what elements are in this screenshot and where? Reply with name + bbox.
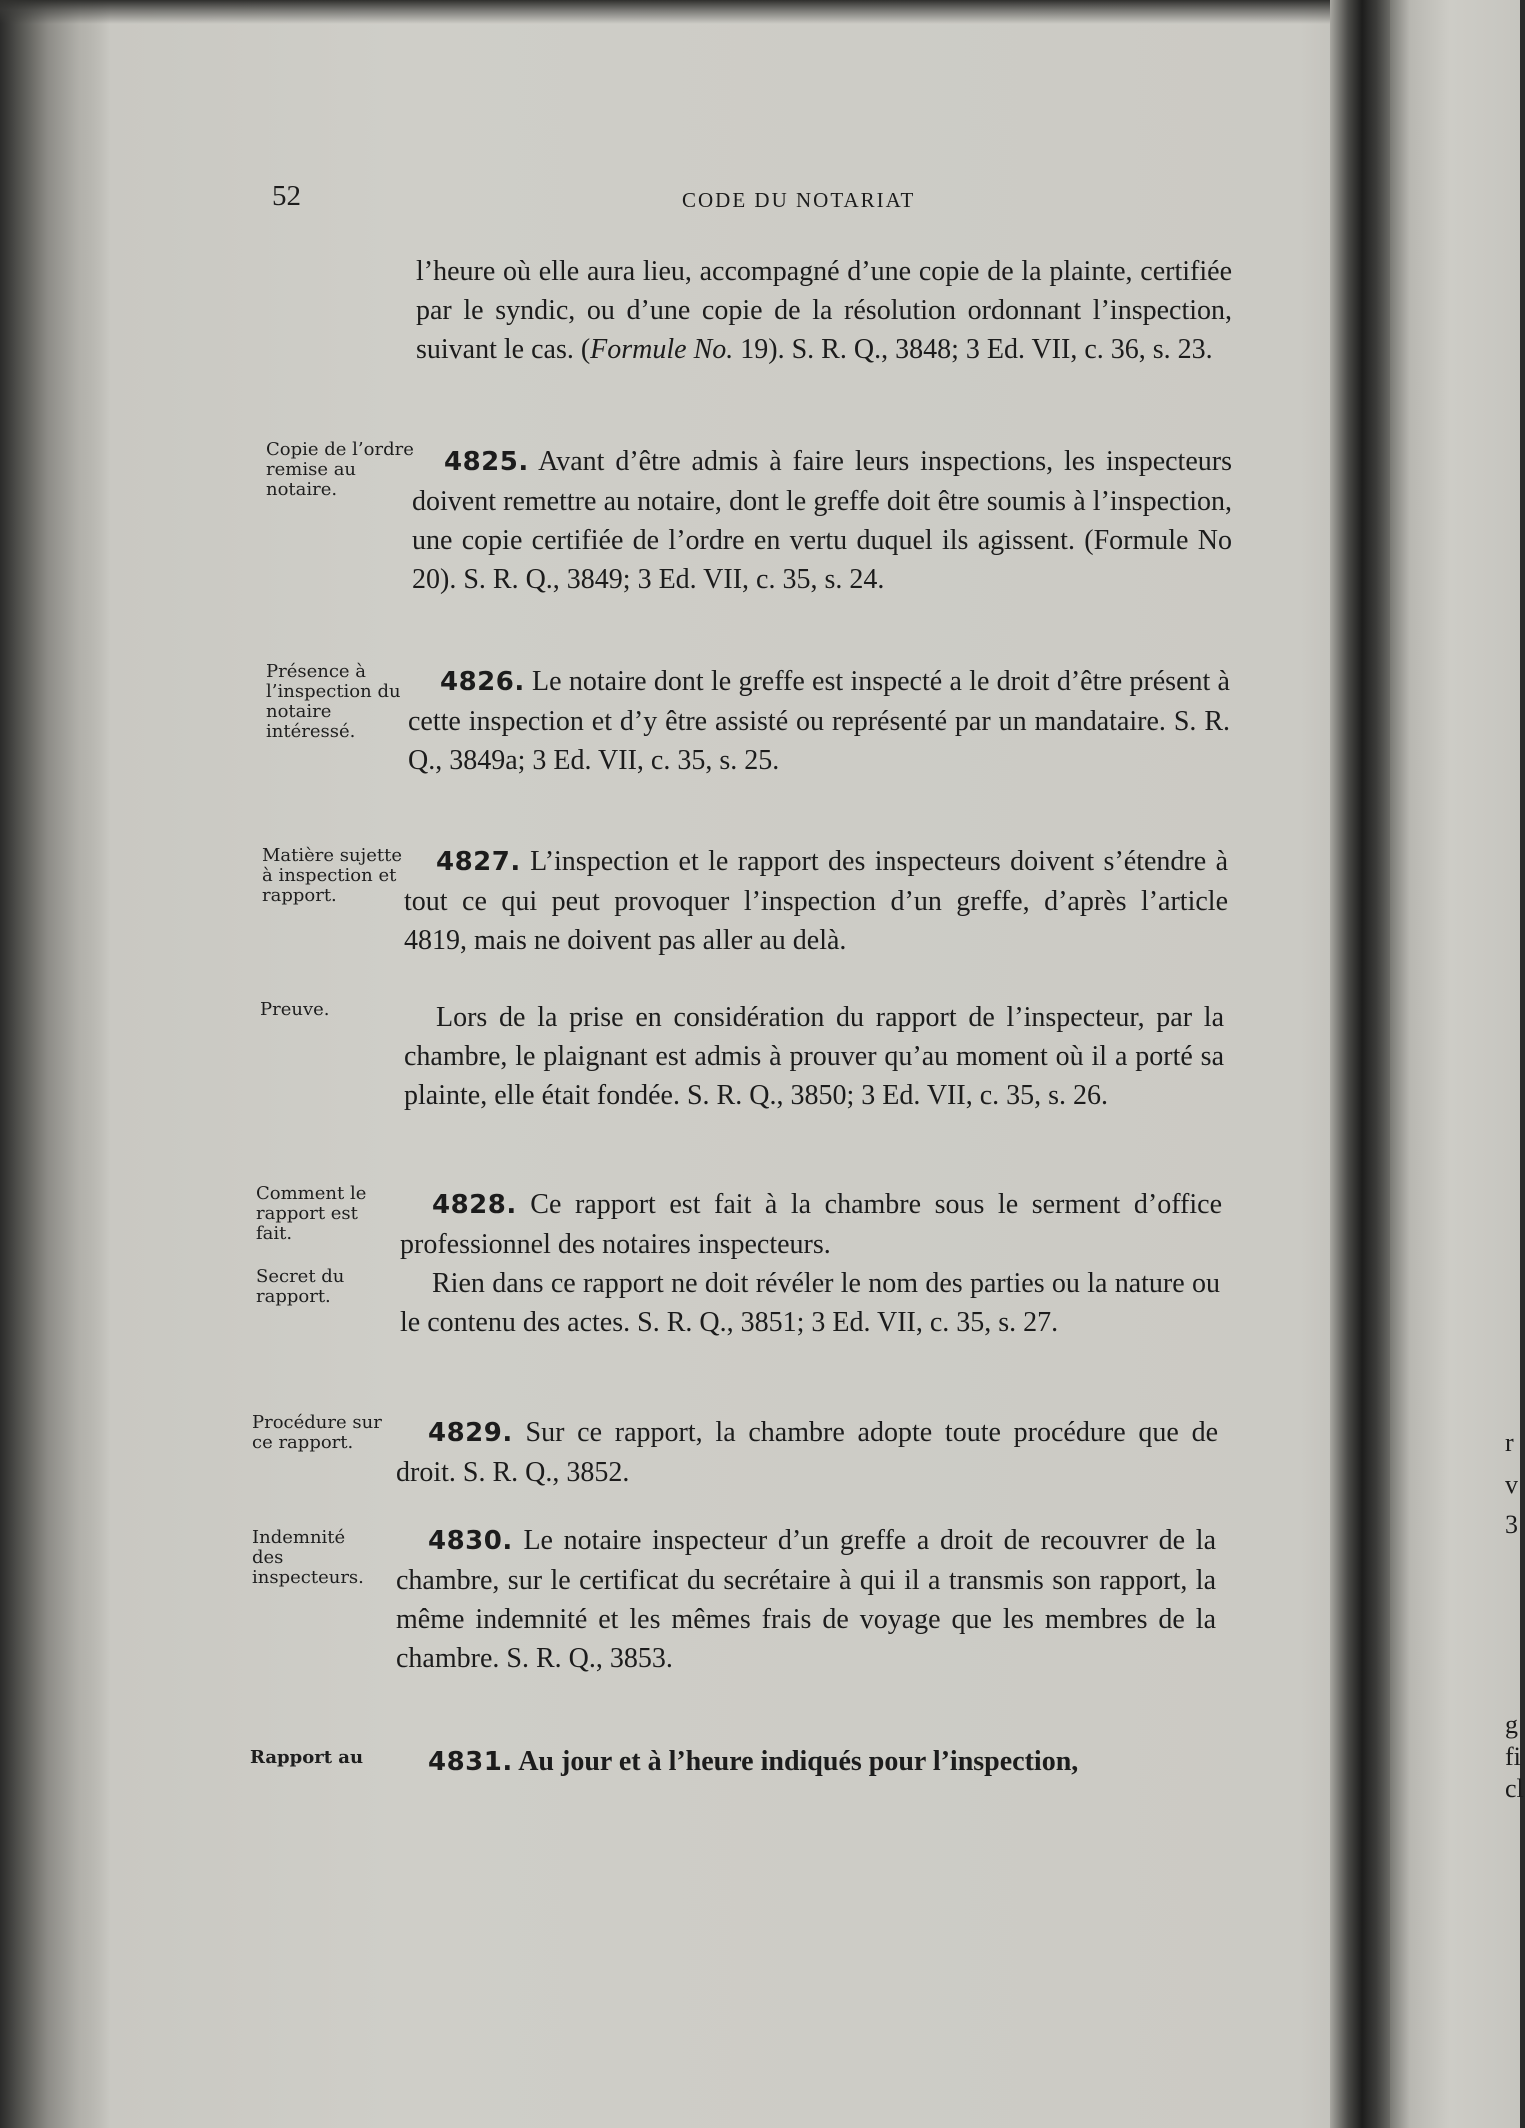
page-number: 52 [272, 180, 301, 212]
article-4827 [404, 842, 1228, 960]
facing-page-fragment: 3 [1505, 1510, 1518, 1539]
article-text: Sur ce rapport, la chambre adopte toute procédure que de droit. S. R. Q., 3852. [396, 1417, 1218, 1488]
paragraph-text: Rien dans ce rapport ne doit révéler le nom des parties ou la nature ou le contenu des actes. S. R. Q., 3851; 3 Ed. VII, c. 35, s. 27. [400, 1268, 1220, 1338]
article-4828 [400, 1185, 1222, 1264]
article-4829 [396, 1413, 1218, 1492]
article-text: Le notaire dont le greffe est inspecté a le droit d’être présent à cette inspection et d’y être assisté ou représenté par un mandataire. S. R. Q., 3849a; 3 Ed. VII, c. 35, s. 25. [408, 666, 1230, 776]
margin-note-presence: Présence à l’inspection du notaire intéressé. [266, 661, 401, 742]
margin-note-rapport: Rapport au [250, 1747, 364, 1768]
facing-page-fragment: r [1505, 1428, 1514, 1457]
paragraph-text: Lors de la prise en considération du rapport de l’inspecteur, par la chambre, le plaignant est admis à prouver qu’au moment où il a porté sa plainte, elle était fondée. S. R. Q., 3850; 3 Ed. VII, c. 35, s. 26. [404, 1002, 1224, 1111]
margin-note-indemnite: Indemnité des inspecteurs. [252, 1527, 364, 1588]
margin-note-copie: Copie de l’ordre remise au notaire. [266, 439, 414, 500]
running-head [0, 180, 1330, 220]
margin-note-comment: Comment le rapport est fait. [256, 1183, 367, 1244]
facing-page-fragment: cl [1505, 1774, 1524, 1803]
facing-page [1390, 0, 1520, 2128]
article-number: 4829. [428, 1418, 513, 1448]
article-4826 [408, 662, 1230, 780]
article-text: Avant d’être admis à faire leurs inspections, les inspecteurs doivent remettre au notaire, dont le greffe doit être soumis à l’inspection, une copie certifiée de l’ordre en vertu duquel ils agissent. (Formule No 20). S. R. Q., 3849; 3 Ed. VII, c. 35, s. 24. [412, 446, 1232, 595]
margin-note-procedure: Procédure sur ce rapport. [252, 1412, 382, 1453]
paragraph-continuation [416, 252, 1232, 369]
book-gutter [1330, 0, 1390, 2128]
facing-page-fragment: v [1505, 1470, 1518, 1499]
article-number: 4831. [428, 1747, 513, 1777]
article-4831 [396, 1742, 1216, 1782]
margin-note-matiere: Matière sujette à inspection et rapport. [262, 845, 402, 906]
article-number: 4828. [432, 1190, 517, 1220]
facing-page-fragment: fi [1505, 1742, 1521, 1771]
facing-page-fragment: g [1505, 1710, 1518, 1739]
article-text: Ce rapport est fait à la chambre sous le serment d’office professionnel des notaires inspecteurs. [400, 1189, 1222, 1260]
article-number: 4826. [440, 667, 525, 697]
running-title: CODE DU NOTARIAT [682, 188, 916, 212]
article-4825 [412, 442, 1232, 599]
margin-note-preuve: Preuve. [260, 999, 330, 1020]
paragraph-text: l’heure où elle aura lieu, accompagné d’une copie de la plainte, certifiée par le syndic, ou d’une copie de la résolution ordonnant l’inspection, suivant le cas. (Formule No. 19). S. R. Q., 3848; 3 Ed. VII, c. 36, s. 23. [416, 256, 1232, 365]
article-number: 4827. [436, 847, 521, 877]
article-text: Le notaire inspecteur d’un greffe a droit de recouvrer de la chambre, sur le certificat du secrétaire à qui il a transmis son rapport, la même indemnité et les mêmes frais de voyage que les membres de la chambre. S. R. Q., 3853. [396, 1525, 1216, 1674]
paragraph-secret [400, 1264, 1220, 1342]
paragraph-preuve [404, 998, 1224, 1115]
article-4830 [396, 1521, 1216, 1678]
article-number: 4830. [428, 1526, 513, 1556]
article-number: 4825. [444, 447, 529, 477]
article-text: Au jour et à l’heure indiqués pour l’inspection, [512, 1746, 1079, 1777]
margin-note-secret: Secret du rapport. [256, 1266, 345, 1307]
article-text: L’inspection et le rapport des inspecteurs doivent s’étendre à tout ce qui peut provoquer l’inspection d’un greffe, d’après l’article 4819, mais ne doivent pas aller au delà. [404, 846, 1228, 956]
